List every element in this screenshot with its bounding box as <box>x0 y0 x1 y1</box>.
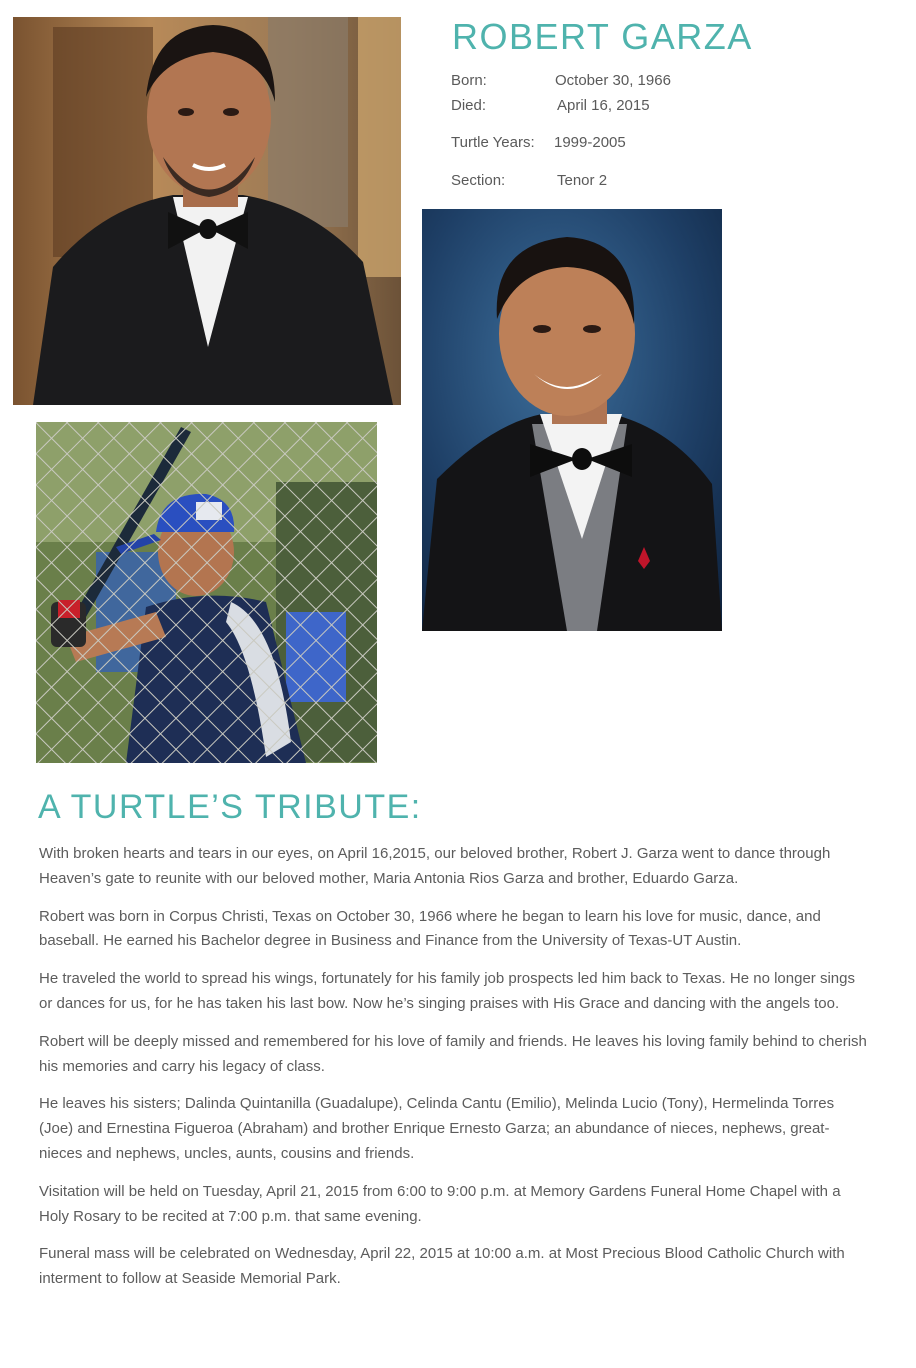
turtle-years-value: 1999-2005 <box>554 134 626 151</box>
tribute-paragraph: Robert was born in Corpus Christi, Texas on October 30, 1966 where he began to learn his love for music, dance, and baseball. He earned his Bachelor degree in Business and Finance from the University of Texas-UT Austin. <box>39 907 821 950</box>
tribute-paragraph: Visitation will be held on Tuesday, April 21, 2015 from 6:00 to 9:00 p.m. at Memory Gardens Funeral Home Chapel with a Holy Rosary to be recited at 7:00 p.m. that same evening. <box>39 1182 841 1225</box>
tribute-paragraph: He leaves his sisters; Dalinda Quintanilla (Guadalupe), Celinda Cantu (Emilio), Melinda Lucio (Tony), Hermelinda Torres (Joe) and Ernestina Figueroa (Abraham) and brother Enrique Ernesto Garza; an abundance of nieces, nephews, great-nieces and nephews, uncles, aunts, cousins and friends. <box>39 1095 835 1162</box>
photo-formal-tuxedo <box>13 17 401 405</box>
tribute-paragraph: He traveled the world to spread his wings, fortunately for his family job prospects led him back to Texas. He no longer sings or dances for us, for he has taken his last bow. Now he’s singing praises with His Grace and dancing with the angels too. <box>39 970 855 1012</box>
tribute-paragraph: Funeral mass will be celebrated on Wednesday, April 22, 2015 at 10:00 a.m. at Most Precious Blood Catholic Church with interment to follow at Seaside Memorial Park. <box>39 1245 845 1288</box>
tribute-title: A TURTLE’S TRIBUTE: <box>38 788 422 826</box>
died-value: April 16, 2015 <box>557 97 650 114</box>
section-label: Section: <box>451 172 506 189</box>
tribute-paragraph: With broken hearts and tears in our eyes, on April 16,2015, our beloved brother, Robert J. Garza went to dance through Heaven’s gate to reunite with our beloved mother, Maria Antonia Rios Garza and brother, Eduardo Garza. <box>39 845 831 887</box>
tribute-body <box>39 842 869 1305</box>
born-label: Born: <box>451 72 487 89</box>
photo-baseball-batter <box>36 422 377 763</box>
person-name: ROBERT GARZA <box>452 16 753 57</box>
died-label: Died: <box>451 97 487 114</box>
turtle-years-label: Turtle Years: <box>451 134 535 151</box>
born-value: October 30, 1966 <box>555 72 671 89</box>
section-value: Tenor 2 <box>557 172 608 189</box>
tribute-paragraph: Robert will be deeply missed and remembered for his love of family and friends. He leaves his loving family behind to cherish his memories and carry his legacy of class. <box>39 1032 867 1075</box>
photo-studio-portrait <box>422 209 722 631</box>
